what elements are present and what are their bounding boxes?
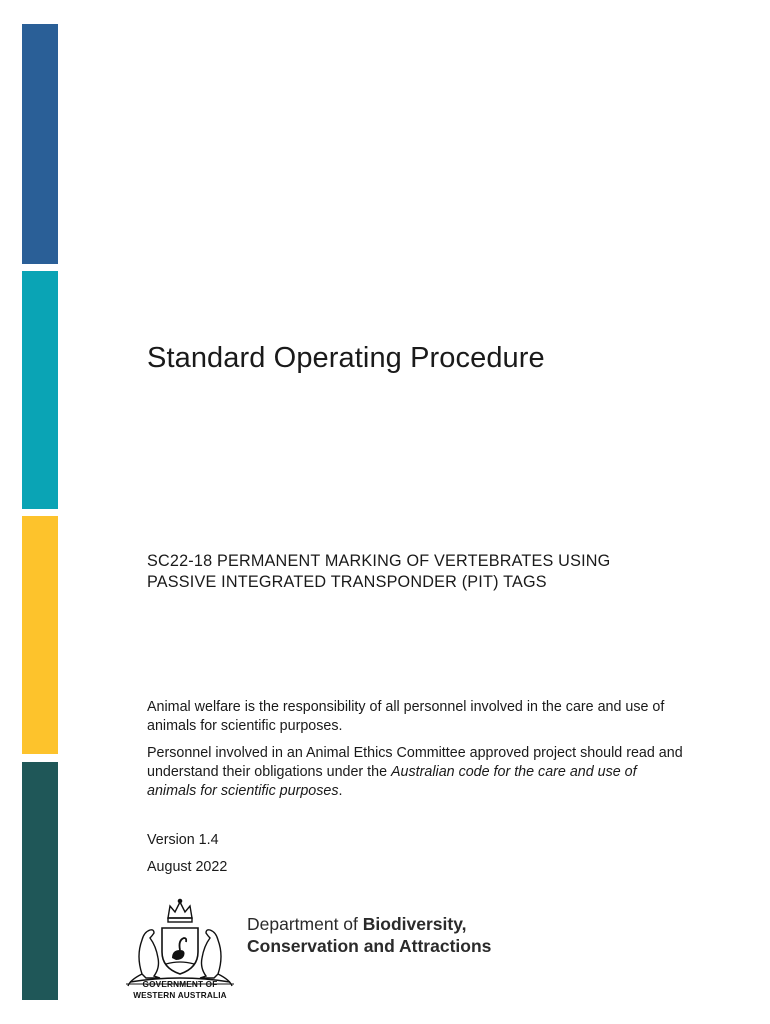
animal-welfare-statement [147,698,687,809]
welfare-paragraph: Animal welfare is the responsibility of all personnel involved in the care and use of animals for scientific purposes. [147,699,665,734]
obligations-suffix: . [338,783,343,799]
color-bar-dark-green [22,762,58,1000]
color-bar-yellow [22,516,58,754]
gov-line-2: WESTERN AUSTRALIA [133,991,227,1000]
color-bar-teal [22,271,58,509]
obligations-paragraph [147,744,687,801]
procedure-title-line-1: SC22-18 PERMANENT MARKING OF VERTEBRATES USING [147,552,611,570]
government-wordmark [120,979,240,1001]
version-label: Version 1.4 [147,832,219,848]
department-prefix: Department of [247,914,363,934]
code-reference: Australian code for the care and use of animals for scientific purposes [147,764,637,799]
department-bold-2: Conservation and Attractions [247,936,492,956]
color-bar-blue [22,24,58,264]
procedure-title-line-2: PASSIVE INTEGRATED TRANSPONDER (PIT) TAGS [147,573,547,591]
obligations-prefix: Personnel involved in an Animal Ethics Committee approved project should read and understand their obligations under the [147,745,683,780]
department-name [247,913,491,957]
department-line-2 [247,935,491,957]
department-line-1 [247,913,491,935]
gov-line-1: GOVERNMENT OF [142,980,218,989]
procedure-title [147,551,707,593]
date-label: August 2022 [147,859,228,875]
document-meta [147,831,227,885]
department-bold-1: Biodiversity, [362,914,467,934]
document-type-heading: Standard Operating Procedure [147,342,545,374]
